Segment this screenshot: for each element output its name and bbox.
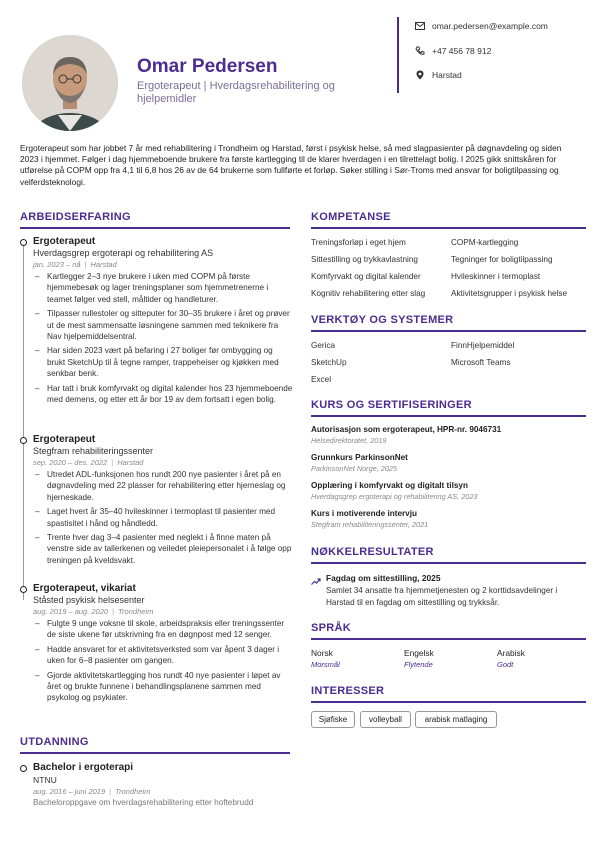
cert-source: ParkinsonNet Norge, 2025 [311, 464, 397, 473]
language-name: Arabisk [497, 648, 525, 658]
education-meta [33, 787, 303, 796]
language-level: Godt [497, 660, 514, 669]
section-rule [20, 227, 290, 229]
job-meta [33, 260, 293, 269]
language-level: Morsmål [311, 660, 340, 669]
section-rule [311, 415, 586, 417]
timeline-dot [20, 586, 27, 593]
job-bullet: – Utredet ADL-funksjonen hos rundt 200 nye pasienter i året på en døgnavdeling med 22 plasser for rehabilitering etter hjerneslag og hjerneskade. [33, 469, 293, 503]
education-school: NTNU [33, 775, 57, 785]
achievement-entry [311, 573, 586, 608]
contact-phone-text: +47 456 78 912 [432, 46, 492, 56]
tools-list [311, 337, 591, 388]
cert-title: Autorisasjon som ergoterapeut, HPR-nr. 9046731 [311, 425, 502, 434]
competence-row [311, 234, 591, 251]
section-title-results: NØKKELRESULTATER [311, 546, 434, 558]
profile-photo [22, 35, 118, 131]
section-rule [311, 227, 586, 229]
competence-item: Treningsforløp i eget hjem [311, 238, 406, 247]
job-entry [33, 434, 293, 569]
location-pin-icon [415, 70, 425, 80]
job-bullets [33, 469, 293, 566]
competence-item: Kognitiv rehabilitering etter slag [311, 289, 426, 298]
cert-title: Grunnkurs ParkinsonNet [311, 453, 408, 462]
job-bullet: – Kartlegger 2–3 nye brukere i uken med COPM på første hjemmebesøk og lager treningsplaner som hjemmetrenerne i teamet følger ved stell, måltider og handleturer. [33, 271, 293, 305]
cert-entry [311, 509, 586, 529]
cert-entry [311, 453, 586, 473]
section-rule [20, 752, 290, 754]
competence-row [311, 268, 591, 285]
education-degree: Bachelor i ergoterapi [33, 762, 134, 773]
job-place: Trondheim [118, 607, 154, 616]
language-level: Flytende [404, 660, 433, 669]
competence-item: Hvileskinner i termoplast [451, 272, 541, 281]
section-title-experience: ARBEIDSERFARING [20, 211, 131, 223]
job-entry [33, 583, 293, 707]
tool-item: Gerica [311, 341, 336, 350]
job-company: Ståsted psykisk helsesenter [33, 595, 145, 605]
job-bullets [33, 618, 293, 704]
cert-title: Opplæring i komfyrvakt og digitalt tilsyn [311, 481, 468, 490]
trend-up-icon [311, 573, 321, 591]
section-title-certs: KURS OG SERTIFISERINGER [311, 399, 472, 411]
interest-tag: Sjøfiske [311, 711, 355, 728]
section-rule [311, 330, 586, 332]
cert-entry [311, 481, 586, 501]
job-dates: sep. 2020 – des. 2022 [33, 458, 108, 467]
job-entry [33, 236, 293, 408]
education-entry [33, 762, 303, 807]
cert-source: Helsedirektoratet, 2019 [311, 436, 387, 445]
cert-entry [311, 425, 586, 445]
competence-row [311, 285, 591, 302]
timeline-dot [20, 765, 27, 772]
profile-summary: Ergoterapeut som har jobbet 7 år med rehabilitering i Trondheim og Harstad, først i psykisk helse, så med slagpasienter på døgnavdeling og siden 2023 i hjemmet. Følger i dag hjemmeboende brukere fra første kartlegging til de klarer hverdagen i en tilrettelagt bolig. I 2025 gikk snittskåren for utførelse på COPM opp fra 4,1 til 6,8 hos 26 av de 64 brukerne som fullførte et forløp. Søker stilling i Sør-Troms med ansvar for boligtilpassing og velferdsteknologi. [20, 143, 562, 187]
tools-row [311, 337, 591, 354]
meta-separator: | [109, 787, 112, 796]
cert-source: Stegfram rehabiliteringssenter, 2021 [311, 520, 429, 529]
job-meta [33, 607, 293, 616]
contact-phone[interactable] [415, 46, 491, 56]
competence-item: Aktivitetsgrupper i psykisk helse [451, 289, 568, 298]
meta-separator: | [84, 260, 87, 269]
competence-item: Tegninger for boligtilpassing [451, 255, 553, 264]
tool-item: FinnHjelpemiddel [451, 341, 515, 350]
candidate-name: Omar Pedersen [137, 56, 278, 77]
language-item [404, 648, 494, 669]
experience-timeline [23, 244, 24, 600]
job-bullet: – Har tatt i bruk komfyrvakt og digital kalender hos 23 hjemmeboende med demens, og etter ett år bor 19 av dem fortsatt i egen bolig. [33, 383, 293, 406]
language-name: Engelsk [404, 648, 434, 658]
competence-item: Komfyrvakt og digital kalender [311, 272, 421, 281]
interest-tag: volleyball [360, 711, 411, 728]
candidate-title: Ergoterapeut | Hverdagsrehabilitering og hjelpemidler [137, 80, 335, 105]
section-rule [311, 701, 586, 703]
section-title-tools: VERKTØY OG SYSTEMER [311, 314, 454, 326]
tool-item: Microsoft Teams [451, 358, 511, 367]
section-title-competence: KOMPETANSE [311, 211, 391, 223]
tool-item: Excel [311, 375, 332, 384]
contact-location-text: Harstad [432, 70, 462, 80]
section-title-interests: INTERESSER [311, 685, 385, 697]
job-company: Stegfram rehabiliteringssenter [33, 446, 154, 456]
competence-list [311, 234, 591, 302]
language-item [311, 648, 401, 669]
education-place: Trondheim [115, 787, 151, 796]
competence-item: Sittestilling og trykkavlastning [311, 255, 418, 264]
section-title-education: UTDANNING [20, 736, 89, 748]
job-place: Harstad [117, 458, 144, 467]
mail-icon [415, 21, 425, 31]
education-dates: aug. 2016 – juni 2019 [33, 787, 106, 796]
job-bullets [33, 271, 293, 405]
header-divider [397, 17, 399, 93]
timeline-dot [20, 239, 27, 246]
tools-row [311, 371, 591, 388]
phone-icon [415, 46, 425, 56]
meta-separator: | [111, 458, 114, 467]
job-meta [33, 458, 293, 467]
job-bullet: – Tilpasser rullestoler og sitteputer for 30–35 brukere i året og prøver ut de mest sammensatte løsningene sammen med teknikere fra Nav hjelpemiddelsentral. [33, 308, 293, 342]
contact-location [415, 70, 462, 80]
contact-email-text: omar.pedersen@example.com [432, 21, 548, 31]
achievement-title: Fagdag om sittestilling, 2025 [326, 573, 441, 583]
section-title-languages: SPRÅK [311, 622, 352, 634]
job-bullet: – Har siden 2023 vært på befaring i 27 boliger før ombygging og brukt SketchUp til å tegne ramper, trappeheiser og kjøkken med senkbar benk. [33, 345, 293, 379]
tools-row [311, 354, 591, 371]
job-bullet: – Gjorde aktivitetskartlegging hos rundt 40 nye pasienter i løpet av året og brukte funnene i behandlingsplanene sammen med psykolog og psykiater. [33, 670, 293, 704]
section-rule [311, 638, 586, 640]
job-place: Harstad [90, 260, 117, 269]
section-rule [311, 562, 586, 564]
job-company: Hverdagsgrep ergoterapi og rehabilitering AS [33, 248, 214, 258]
achievement-description: Samlet 34 ansatte fra hjemmetjenesten og 2 korttidsavdelinger i Harstad til en fagdag om sittestilling og trykksår. [326, 586, 558, 607]
timeline-dot [20, 437, 27, 444]
job-bullet: – Hadde ansvaret for et aktivitetsverksted som var åpent 3 dager i uken for 6–8 pasienter om gangen. [33, 644, 293, 667]
competence-item: COPM-kartlegging [451, 238, 519, 247]
job-dates: jan. 2023 – nå [33, 260, 81, 269]
meta-separator: | [112, 607, 115, 616]
education-thesis: Bacheloroppgave om hverdagsrehabilitering etter hoftebrudd [33, 798, 254, 807]
job-bullet: – Laget hvert år 35–40 hvileskinner i termoplast til pasienter med spastisitet i hånd og håndledd. [33, 506, 293, 529]
job-title: Ergoterapeut [33, 236, 96, 247]
job-bullet: – Fulgte 9 unge voksne til skole, arbeidspraksis eller treningssenter de siste ukene før utskrivning fra en døgnpost med 12 senger. [33, 618, 293, 641]
interest-tag: arabisk matlaging [415, 711, 497, 728]
language-item [497, 648, 587, 669]
cert-source: Hverdagsgrep ergoterapi og rehabilitering AS, 2023 [311, 492, 478, 501]
cert-title: Kurs i motiverende intervju [311, 509, 418, 518]
job-bullet: – Trente hver dag 3–4 pasienter med neglekt i å finne maten på venstre side av tallerkenen og veiledet pleiepersonalet i å følge opp treningen på kveldsvakt. [33, 532, 293, 566]
job-title: Ergoterapeut, vikariat [33, 583, 136, 594]
language-name: Norsk [311, 648, 333, 658]
job-title: Ergoterapeut [33, 434, 96, 445]
competence-row [311, 251, 591, 268]
tool-item: SketchUp [311, 358, 347, 367]
contact-email[interactable] [415, 21, 548, 31]
job-dates: aug. 2019 – aug. 2020 [33, 607, 109, 616]
